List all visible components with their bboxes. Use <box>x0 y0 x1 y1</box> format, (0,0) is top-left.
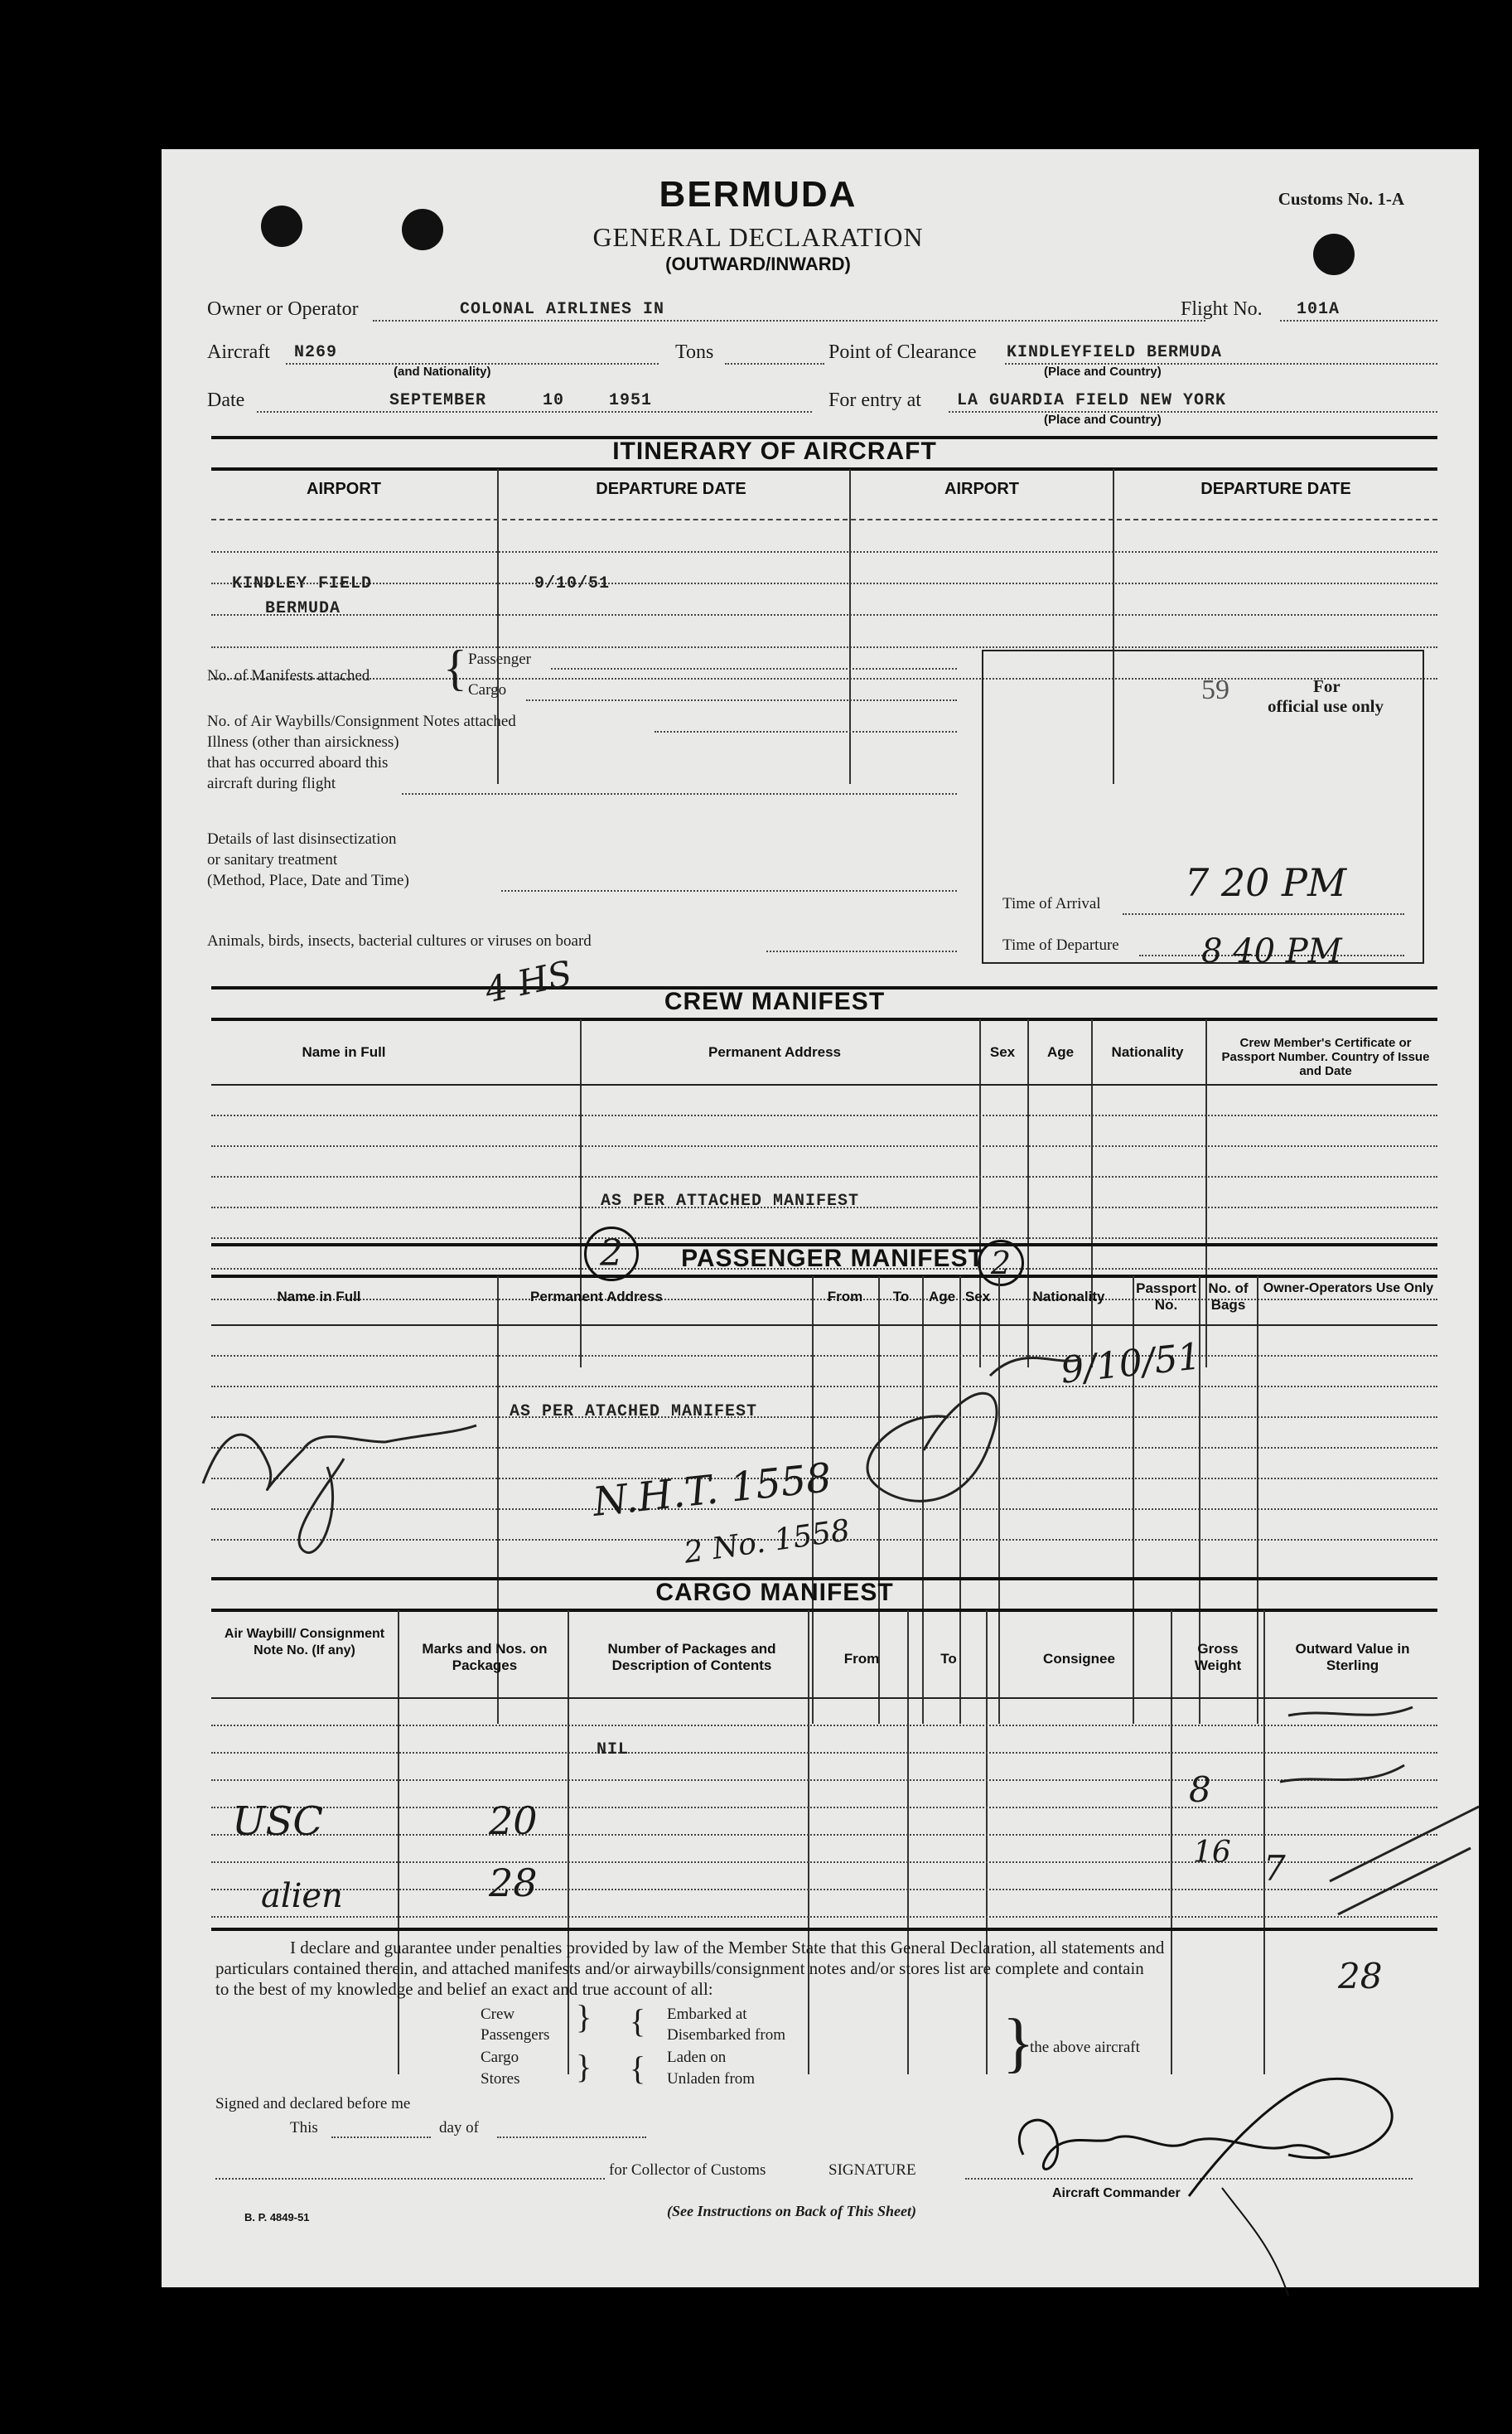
date-label: Date <box>207 390 245 411</box>
cargo-col-from: From <box>843 1651 880 1667</box>
form-id: Customs No. 1-A <box>1278 189 1404 209</box>
pax-col-from: From <box>827 1289 863 1304</box>
decl-day-of: day of <box>439 2119 480 2136</box>
cargo-col-marks: Marks and Nos. on Packages <box>422 1641 548 1673</box>
decl-disembarked: Disembarked from <box>667 2026 785 2044</box>
pax-col-passport: Passport No. <box>1136 1280 1196 1313</box>
details-line2: or sanitary treatment <box>207 851 338 869</box>
crew-note: AS PER ATTACHED MANIFEST <box>601 1192 860 1211</box>
declaration-text-2: particulars contained therein, and attached manifests and/or airwaybills/consignment notes and/or stores list are complete and contain <box>215 1958 1144 1978</box>
crew-col-certificate: Crew Member's Certificate or Passport Number. Country of Issue and Date <box>1221 1036 1430 1078</box>
aircraft-label: Aircraft <box>207 341 270 363</box>
date-day: 10 <box>543 391 565 410</box>
cargo-hand-w3: 7 <box>1263 1848 1286 1889</box>
decl-instructions: (See Instructions on Back of This Sheet) <box>667 2203 917 2219</box>
clearance-label: Point of Clearance <box>828 341 977 363</box>
itin-col-airport-1: AIRPORT <box>307 480 381 498</box>
arrival-label: Time of Arrival <box>1002 895 1101 912</box>
declaration-form <box>162 149 1479 2287</box>
crew-col-name: Name in Full <box>302 1044 386 1060</box>
pax-col-nationality: Nationality <box>1032 1289 1105 1304</box>
pax-col-bags: No. of Bags <box>1208 1280 1249 1313</box>
passenger-note: AS PER ATACHED MANIFEST <box>510 1402 758 1421</box>
crew-title: CREW MANIFEST <box>664 988 886 1015</box>
pax-col-name: Name in Full <box>277 1289 361 1304</box>
flight-label: Flight No. <box>1181 298 1263 320</box>
decl-crew: Crew <box>481 2006 515 2023</box>
pax-col-age: Age <box>928 1289 956 1304</box>
brace-icon: { <box>630 2002 646 2040</box>
itinerary-title: ITINERARY OF AIRCRAFT <box>612 438 937 465</box>
cargo-hand-row1-a: USC <box>232 1798 324 1845</box>
owner-value: COLONAL AIRLINES IN <box>460 300 665 319</box>
punch-hole <box>261 206 302 247</box>
brace-icon: } <box>1002 2006 1035 2079</box>
cargo-nil: NIL <box>597 1740 630 1759</box>
illness-line2: that has occurred aboard this <box>207 754 389 772</box>
cargo-hand-row1-b: 20 <box>489 1798 538 1843</box>
aircraft-value: N269 <box>294 343 338 362</box>
itin-col-date-2: DEPARTURE DATE <box>1200 480 1351 498</box>
illness-line1: Illness (other than airsickness) <box>207 733 399 751</box>
form-code: B. P. 4849-51 <box>244 2211 310 2224</box>
decl-collector: for Collector of Customs <box>609 2161 766 2179</box>
cargo-hand-total: 28 <box>1338 1956 1383 1996</box>
crew-col-nationality: Nationality <box>1111 1044 1184 1060</box>
aircraft-sub: (and Nationality) <box>394 365 491 379</box>
itin-airport-line2: BERMUDA <box>265 599 341 618</box>
manifests-label: No. of Manifests attached <box>207 667 370 685</box>
pax-col-owner: Owner-Operators Use Only <box>1263 1281 1434 1295</box>
date-month: SEPTEMBER <box>389 391 487 410</box>
passenger-signature-scribble <box>178 1326 1089 1575</box>
entry-label: For entry at <box>828 390 921 411</box>
cargo-title: CARGO MANIFEST <box>655 1579 894 1606</box>
itin-airport-line1: KINDLEY FIELD <box>232 574 373 593</box>
illness-line3: aircraft during flight <box>207 775 336 792</box>
flight-value: 101A <box>1297 300 1341 319</box>
cargo-col-value: Outward Value in Sterling <box>1295 1641 1410 1673</box>
cargo-hand-w1: 8 <box>1189 1769 1211 1810</box>
official-label-1: For <box>1313 676 1341 696</box>
departure-label: Time of Departure <box>1002 936 1119 954</box>
brace-icon: { <box>443 641 467 695</box>
details-line3: (Method, Place, Date and Time) <box>207 872 409 889</box>
cargo-hand-row2-b: 28 <box>489 1861 538 1905</box>
details-line1: Details of last disinsectization <box>207 830 397 848</box>
decl-commander: Aircraft Commander <box>1052 2186 1181 2200</box>
cargo-col-waybill: Air Waybill/ Consignment Note No. (If any) <box>224 1627 385 1657</box>
cargo-hand-row2-a: alien <box>261 1877 343 1915</box>
cargo-col-consignee: Consignee <box>1043 1651 1115 1667</box>
brace-icon: { <box>630 2049 646 2087</box>
decl-signed: Signed and declared before me <box>215 2095 411 2112</box>
form-direction: (OUTWARD/INWARD) <box>665 254 851 274</box>
cargo-strike-marks <box>1263 1691 1512 1939</box>
cargo-col-to: To <box>940 1651 957 1667</box>
owner-label: Owner or Operator <box>207 298 359 320</box>
form-subtitle: GENERAL DECLARATION <box>592 222 924 252</box>
crew-col-address: Permanent Address <box>708 1044 841 1060</box>
passenger-title: PASSENGER MANIFEST <box>681 1245 984 1272</box>
passenger-label: Passenger <box>468 651 531 668</box>
cargo-hand-w2: 16 <box>1193 1836 1231 1870</box>
brace-icon: } <box>576 1998 592 2035</box>
clearance-sub: (Place and Country) <box>1044 365 1162 379</box>
decl-unladen: Unladen from <box>667 2070 756 2088</box>
cargo-label: Cargo <box>468 681 507 699</box>
punch-hole <box>1313 234 1355 275</box>
punch-hole <box>402 209 443 250</box>
declaration-text-3: to the best of my knowledge and belief an exact and true account of all: <box>215 1979 713 1999</box>
decl-signature-label: SIGNATURE <box>828 2161 916 2179</box>
departure-value: 8 40 PM <box>1201 932 1342 970</box>
decl-stores: Stores <box>481 2070 520 2088</box>
cargo-col-weight: Gross Weight <box>1194 1641 1242 1673</box>
official-stamp-number: 59 <box>1201 675 1229 705</box>
passenger-circled-left: 2 <box>584 1227 639 1281</box>
passenger-hand-date: 9/10/51 <box>1058 1335 1203 1392</box>
entry-value: LA GUARDIA FIELD NEW YORK <box>957 391 1227 410</box>
entry-sub: (Place and Country) <box>1044 413 1162 427</box>
pax-col-sex: Sex <box>964 1289 991 1304</box>
arrival-value: 7 20 PM <box>1185 860 1347 905</box>
form-title: BERMUDA <box>659 174 857 215</box>
cargo-col-packages: Number of Packages and Description of Contents <box>607 1641 776 1673</box>
decl-passengers: Passengers <box>481 2026 550 2044</box>
tons-label: Tons <box>675 341 714 363</box>
decl-embarked: Embarked at <box>667 2006 747 2023</box>
animals-label: Animals, birds, insects, bacterial cultures or viruses on board <box>207 932 592 950</box>
decl-cargo: Cargo <box>481 2049 519 2066</box>
decl-above: the above aircraft <box>1030 2039 1140 2056</box>
date-year: 1951 <box>609 391 653 410</box>
commander-signature <box>973 2055 1437 2304</box>
crew-col-age: Age <box>1046 1044 1075 1060</box>
declaration-text-1: I declare and guarantee under penalties provided by law of the Member State that this General Declaration, all statements and <box>290 1938 1165 1957</box>
crew-col-sex: Sex <box>989 1044 1016 1060</box>
passenger-hand-2: 2 No. 1558 <box>682 1513 853 1570</box>
passenger-circled-right: 2 <box>978 1240 1024 1286</box>
itin-departure: 9/10/51 <box>534 574 611 593</box>
waybills-label: No. of Air Waybills/Consignment Notes attached <box>207 713 516 730</box>
brace-icon: } <box>576 2048 592 2085</box>
decl-laden: Laden on <box>667 2049 727 2066</box>
crew-handwriting: 4 HS <box>481 952 576 1011</box>
passenger-hand-1: N.H.T. 1558 <box>590 1454 834 1526</box>
official-label-2: official use only <box>1268 696 1384 716</box>
itin-col-airport-2: AIRPORT <box>944 480 1019 498</box>
itin-col-date-1: DEPARTURE DATE <box>596 480 746 498</box>
decl-this: This <box>290 2119 318 2136</box>
pax-col-to: To <box>892 1289 910 1304</box>
clearance-value: KINDLEYFIELD BERMUDA <box>1007 343 1223 362</box>
pax-col-address: Permanent Address <box>530 1289 663 1304</box>
